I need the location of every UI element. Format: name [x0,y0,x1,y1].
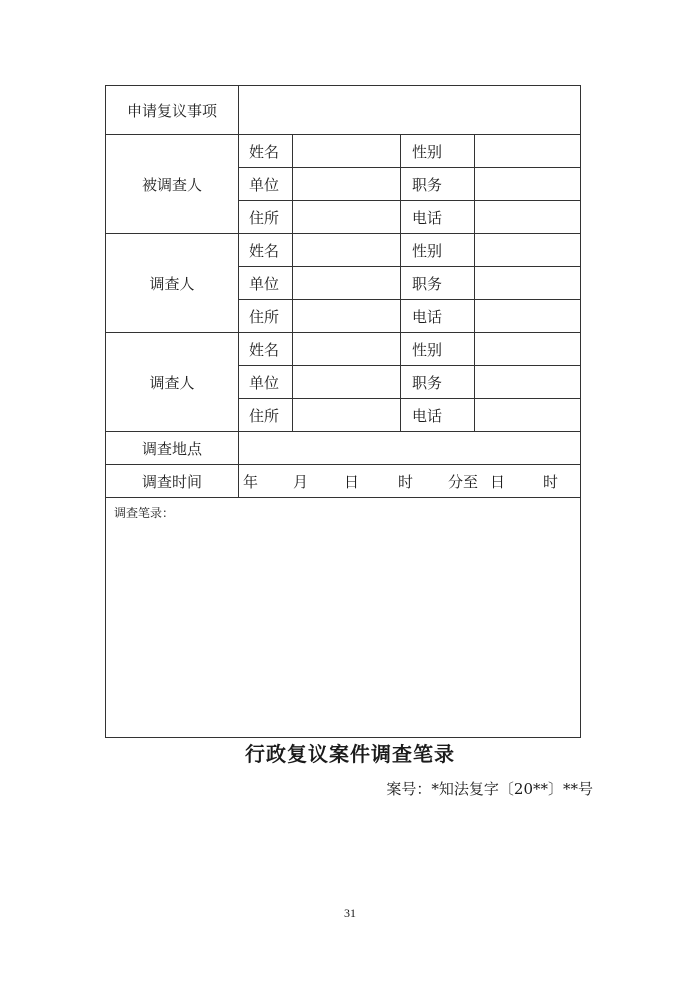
section-label: 调查人 [106,333,239,432]
field-label: 职务 [401,168,475,201]
matter-label: 申请复议事项 [106,86,239,135]
location-field[interactable] [239,432,581,465]
field-label: 性别 [401,135,475,168]
time-field[interactable] [239,465,581,498]
field-input[interactable] [475,366,581,399]
field-label: 性别 [401,234,475,267]
field-input[interactable] [293,135,401,168]
field-label: 单位 [239,366,293,399]
field-label: 职务 [401,366,475,399]
document-title: 行政复议案件调查笔录 [245,742,455,766]
time-unit-hour: 时 [398,472,414,491]
field-label: 单位 [239,267,293,300]
field-input[interactable] [293,234,401,267]
location-label: 调查地点 [106,432,239,465]
field-input[interactable] [475,168,581,201]
time-label: 调查时间 [106,465,239,498]
notes-row [106,498,581,738]
field-input[interactable] [293,201,401,234]
page-number: 31 [344,906,356,920]
section-label: 调查人 [106,234,239,333]
investigation-record-form [105,85,581,738]
field-label: 职务 [401,267,475,300]
location-row [106,432,581,465]
field-input[interactable] [475,135,581,168]
notes-area[interactable] [106,498,581,738]
field-input[interactable] [293,168,401,201]
field-label: 性别 [401,333,475,366]
field-label: 姓名 [239,234,293,267]
time-row [106,465,581,498]
field-input[interactable] [475,234,581,267]
time-unit-minute-to: 分至 [448,472,479,491]
time-unit-year: 年 [243,472,259,491]
field-input[interactable] [293,333,401,366]
matter-row [106,86,581,135]
field-label: 电话 [401,399,475,432]
field-label: 住所 [239,300,293,333]
field-input[interactable] [293,399,401,432]
matter-field[interactable] [239,86,581,135]
field-label: 住所 [239,201,293,234]
field-label: 电话 [401,300,475,333]
field-input[interactable] [475,333,581,366]
field-input[interactable] [475,267,581,300]
field-label: 住所 [239,399,293,432]
case-number: 案号：*知法复字〔20**〕**号 [386,780,593,798]
notes-label: 调查笔录： [114,506,175,520]
time-unit-month: 月 [293,472,309,491]
time-unit-end-day: 日 [490,472,506,491]
time-unit-day: 日 [344,472,360,491]
time-unit-end-hour: 时 [543,472,559,491]
field-input[interactable] [293,300,401,333]
field-input[interactable] [293,267,401,300]
field-input[interactable] [293,366,401,399]
field-label: 姓名 [239,333,293,366]
field-label: 姓名 [239,135,293,168]
field-label: 单位 [239,168,293,201]
section-row [106,333,581,366]
field-input[interactable] [475,399,581,432]
field-input[interactable] [475,300,581,333]
section-row [106,135,581,168]
field-label: 电话 [401,201,475,234]
section-label: 被调查人 [106,135,239,234]
field-input[interactable] [475,201,581,234]
section-row [106,234,581,267]
